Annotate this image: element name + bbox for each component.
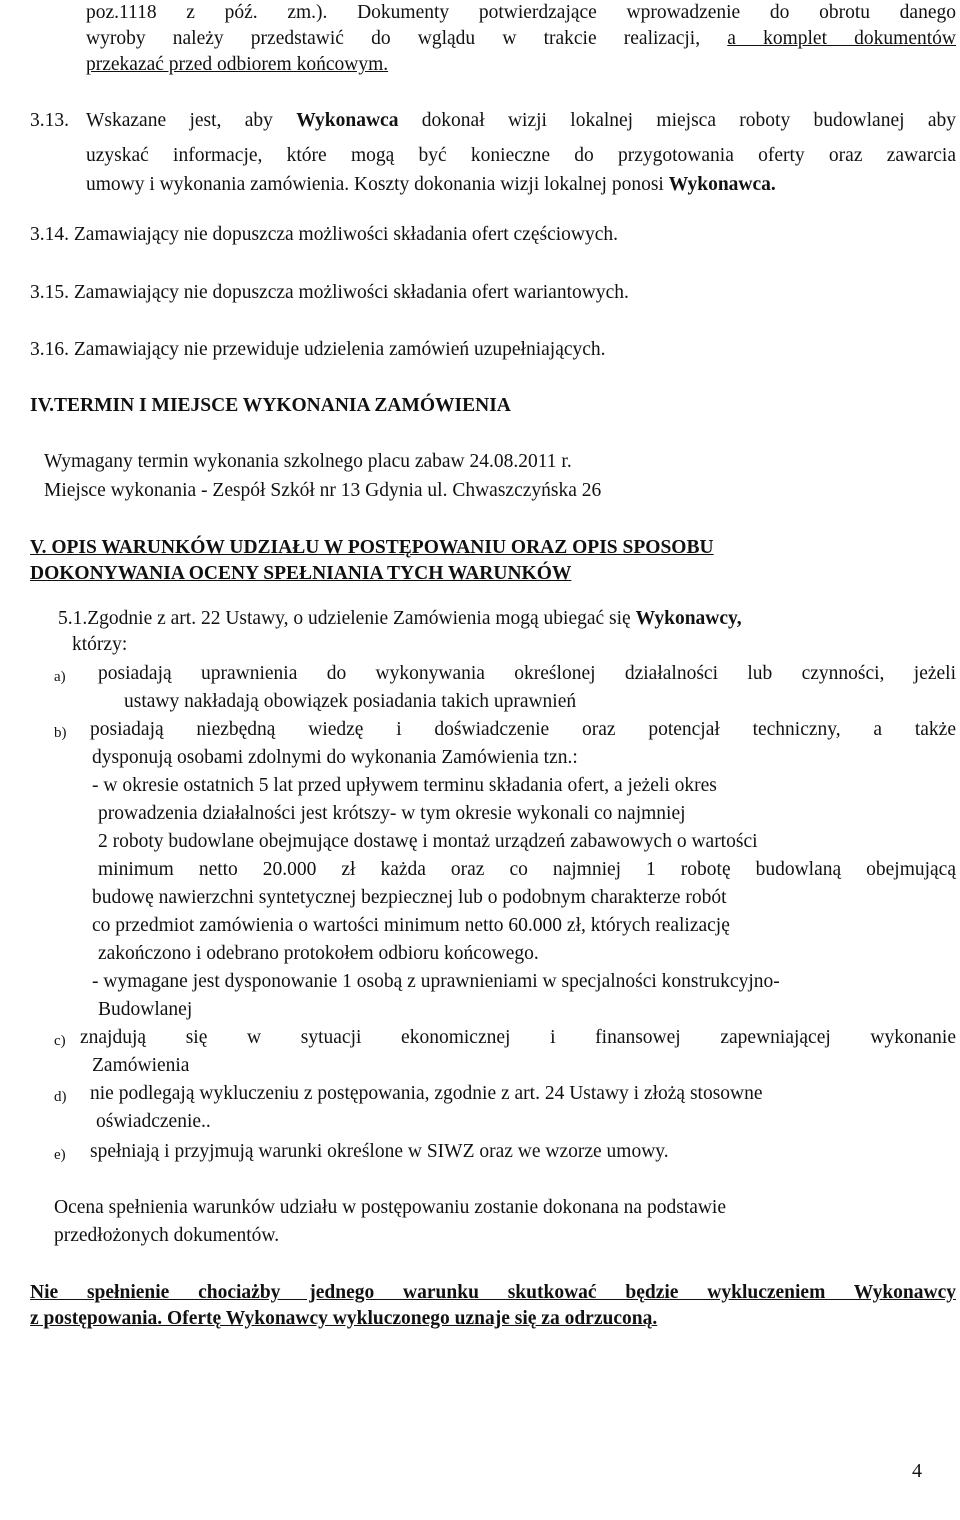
paragraph-3-12-line: poz.1118 z póź. zm.). Dokumenty potwierdzające wprowadzenie do obrotu danego: [86, 2, 956, 23]
paragraph-text: Zamawiający nie dopuszcza możliwości składania ofert wariantowych.: [73, 282, 629, 303]
exclusion-warning-line: Nie spełnienie chociażby jednego warunku skutkować będzie wykluczeniem Wykonawcy: [30, 1282, 956, 1303]
list-item-b-line: Budowlanej: [98, 999, 193, 1020]
bold-text: Wykonawcy,: [635, 608, 742, 629]
bold-text: Wykonawca.: [668, 174, 776, 195]
text-segment: Wskazane jest, aby: [86, 110, 273, 131]
list-item-b-line: zakończono i odebrano protokołem odbioru końcowego.: [98, 943, 539, 964]
list-item-b-line: dysponują osobami zdolnymi do wykonania Zamówienia tzn.:: [92, 747, 578, 768]
list-label-a: a): [54, 669, 66, 685]
paragraph-number: 3.16.: [30, 339, 69, 360]
assessment-line: przedłożonych dokumentów.: [54, 1225, 280, 1246]
page-number: 4: [912, 1460, 922, 1482]
section-iv-term: Wymagany termin wykonania szkolnego placu zabaw 24.08.2011 r.: [44, 451, 572, 472]
text-segment: 5.1.Zgodnie z art. 22 Ustawy, o udzielenie Zamówienia mogą ubiegać się: [58, 608, 631, 629]
list-item-d-line: nie podlegają wykluczeniu z postępowania, zgodnie z art. 24 Ustawy i złożą stosowne: [90, 1083, 763, 1104]
paragraph-3-13-line: uzyskać informacje, które mogą być konieczne do przygotowania oferty oraz zawarcia: [86, 145, 956, 166]
list-item-b-line: budowę nawierzchni syntetycznej bezpiecznej lub o podobnym charakterze robót: [92, 887, 727, 908]
list-item-c-line: znajdują się w sytuacji ekonomicznej i finansowej zapewniającej wykonanie: [80, 1027, 956, 1048]
paragraph-text: Zamawiający nie dopuszcza możliwości składania ofert częściowych.: [73, 224, 619, 245]
list-item-a-line: ustawy nakładają obowiązek posiadania takich uprawnień: [124, 691, 577, 712]
paragraph-3-12-line: przekazać przed odbiorem końcowym.: [86, 54, 389, 75]
paragraph-3-13-line: [86, 172, 776, 198]
list-item-d-line: oświadczenie..: [96, 1111, 211, 1132]
paragraph-3-13-number: 3.13.: [30, 110, 69, 131]
exclusion-warning-line: z postępowania. Ofertę Wykonawcy wykluczonego uznaje się za odrzuconą.: [30, 1308, 658, 1329]
paragraph-number: 3.15.: [30, 282, 69, 303]
text-segment: umowy i wykonania zamówienia. Koszty dokonania wizji lokalnej ponosi: [86, 174, 664, 195]
list-item-c-line: Zamówienia: [92, 1055, 190, 1076]
section-v-intro: którzy:: [72, 634, 128, 655]
list-item-b-line: minimum netto 20.000 zł każda oraz co najmniej 1 robotę budowlaną obejmującą: [98, 859, 956, 880]
list-item-b-line: co przedmiot zamówienia o wartości minimum netto 60.000 zł, których realizację: [92, 915, 730, 936]
assessment-line: Ocena spełnienia warunków udziału w postępowaniu zostanie dokonana na podstawie: [54, 1197, 727, 1218]
text-segment: dokonał wizji lokalnej miejsca roboty budowlanej aby: [421, 110, 957, 131]
paragraph-3-14: [30, 222, 618, 248]
list-label-d: d): [54, 1089, 67, 1105]
section-v-heading: V. OPIS WARUNKÓW UDZIAŁU W POSTĘPOWANIU ORAZ OPIS SPOSOBU: [30, 537, 714, 558]
list-item-a-line: posiadają uprawnienia do wykonywania określonej działalności lub czynności, jeżeli: [98, 663, 956, 684]
list-label-b: b): [54, 725, 67, 741]
text-segment: wyroby należy przedstawić do wglądu w trakcie realizacji,: [86, 28, 728, 49]
paragraph-3-16: [30, 337, 606, 363]
list-label-e: e): [54, 1147, 66, 1163]
section-v-intro: [58, 606, 742, 632]
list-item-b-line: - w okresie ostatnich 5 lat przed upływem terminu składania ofert, a jeżeli okres: [92, 775, 717, 796]
section-v-heading: DOKONYWANIA OCENY SPEŁNIANIA TYCH WARUNKÓW: [30, 563, 572, 584]
list-item-b-line: prowadzenia działalności jest krótszy- w tym okresie wykonali co najmniej: [98, 803, 686, 824]
paragraph-3-13-line: [86, 108, 956, 134]
list-item-e-line: spełniają i przyjmują warunki określone w SIWZ oraz we wzorze umowy.: [90, 1141, 669, 1162]
underlined-text: a komplet dokumentów: [727, 28, 956, 49]
list-item-b-line: 2 roboty budowlane obejmujące dostawę i montaż urządzeń zabawowych o wartości: [98, 831, 758, 852]
list-label-c: c): [54, 1033, 66, 1049]
paragraph-3-12-line: [86, 26, 956, 52]
list-item-b-line: posiadają niezbędną wiedzę i doświadczenie oraz potencjał techniczny, a także: [90, 719, 956, 740]
section-iv-heading: IV.TERMIN I MIEJSCE WYKONANIA ZAMÓWIENIA: [30, 395, 511, 416]
section-iv-place: Miejsce wykonania - Zespół Szkół nr 13 Gdynia ul. Chwaszczyńska 26: [44, 480, 602, 501]
paragraph-number: 3.14.: [30, 224, 69, 245]
list-item-b-line: - wymagane jest dysponowanie 1 osobą z uprawnieniami w specjalności konstrukcyjno-: [92, 971, 780, 992]
paragraph-3-15: [30, 280, 629, 306]
bold-text: Wykonawca: [296, 110, 399, 131]
paragraph-text: Zamawiający nie przewiduje udzielenia zamówień uzupełniających.: [73, 339, 606, 360]
